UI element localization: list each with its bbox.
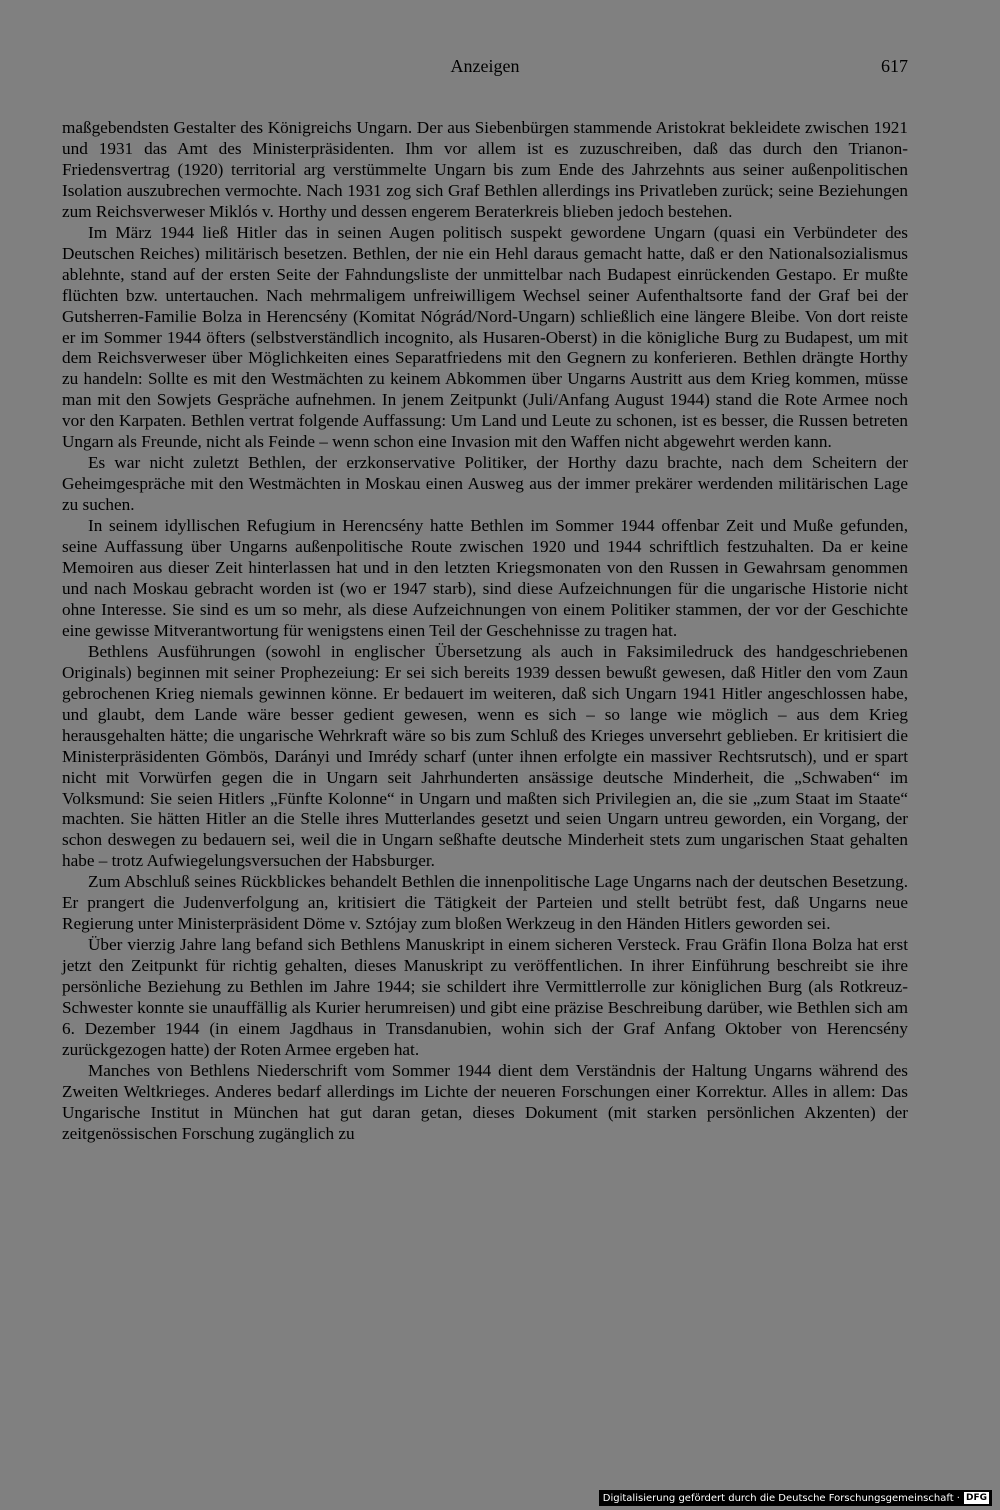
dfg-logo: DFG [965, 1493, 987, 1503]
paragraph: Es war nicht zuletzt Bethlen, der erzkonservative Politiker, der Horthy dazu brachte, nach dem Scheitern der Geheimgespräche mit den Westmächten in Moskau einen Ausweg aus der immer prekärer werdenden militärischen Lage zu suchen. [62, 453, 908, 515]
paragraph: Bethlens Ausführungen (sowohl in englischer Übersetzung als auch in Faksimiledruck des handgeschriebenen Originals) beginnen mit seiner Prophezeiung: Er sei sich bereits 1939 dessen bewußt gewesen, daß Hitler den vom Zaun gebrochenen Krieg niemals gewinnen könne. Er bedauert im weiteren, daß sich Ungarn 1941 Hitler angeschlossen habe, und glaubt, dem Lande wäre besser gedient gewesen, wenn es sich – so lange wie möglich – aus dem Krieg herausgehalten hätte; die ungarische Wehrkraft wäre so bis zum Schluß des Krieges unversehrt geblieben. Er kritisiert die Ministerpräsidenten Gömbös, Darányi und Imrédy scharf (unter ihnen erfolgte ein massiver Rechtsrutsch), und er spart nicht mit Vorwürfen gegen die in Ungarn seit Jahrhunderten ansässige deutsche Minderheit, die „Schwaben“ im Volksmund: Sie seien Hitlers „Fünfte Kolonne“ in Ungarn und maßten sich Privilegien an, die sie „zum Staat im Staate“ machten. Sie hätten Hitler an die Stelle ihres Mutterlandes gesetzt und seien Ungarn untreu geworden, ein Vorgang, der schon deswegen zu bedauern sei, weil die in Ungarn seßhafte deutsche Minderheit stets zum ungarischen Staat gehalten habe – trotz Aufwiegelungsversuchen der Habsburger. [62, 641, 908, 871]
running-header [62, 56, 908, 82]
article-body [62, 118, 908, 1145]
page-number: 617 [881, 56, 908, 76]
running-title: Anzeigen [450, 56, 520, 76]
paragraph: Im März 1944 ließ Hitler das in seinen Augen politisch suspekt gewordene Ungarn (quasi ein Verbündeter des Deutschen Reiches) militärisch besetzen. Bethlen, der nie ein Hehl daraus gemacht hatte, daß er den Nationalsozialismus ablehnte, stand auf der ersten Seite der Fahndungsliste der unmittelbar nach Budapest einrückenden Gestapo. Er mußte flüchten bzw. untertauchen. Nach mehrmaligem unfreiwilligem Wechsel seiner Aufenthaltsorte fand der Graf bei der Gutsherren-Familie Bolza in Herencsény (Komitat Nógrád/Nord-Ungarn) schließlich eine längere Bleibe. Von dort reiste er im Sommer 1944 öfters (selbstverständlich incognito, als Husaren-Oberst) in die königliche Burg zu Budapest, um mit dem Reichsverweser über Möglichkeiten eines Separatfriedens mit den Gegnern zu konferieren. Bethlen drängte Horthy zu handeln: Sollte es mit den Westmächten zu keinem Abkommen über Ungarns Austritt aus dem Krieg kommen, müsse man mit den Sowjets Gespräche aufnehmen. In jenem Zeitpunkt (Juli/Anfang August 1944) stand die Rote Armee noch vor den Karpaten. Bethlen vertrat folgende Auffassung: Um Land und Leute zu schonen, ist es besser, die Russen betreten Ungarn als Freunde, nicht als Feinde – wenn schon eine Invasion mit den Waffen nicht abgewehrt werden kann. [62, 222, 908, 452]
funding-footer [599, 1490, 992, 1506]
paragraph: In seinem idyllischen Refugium in Herencsény hatte Bethlen im Sommer 1944 offenbar Zeit und Muße gefunden, seine Auffassung über Ungarns außenpolitische Route zwischen 1920 und 1944 schriftlich festzuhalten. Da er keine Memoiren aus dieser Zeit hinterlassen hat und in den letzten Kriegsmonaten von den Russen in Gewahrsam genommen und nach Moskau gebracht worden ist (wo er 1947 starb), sind diese Aufzeichnungen für die ungarische Historie nicht ohne Interesse. Sie sind es um so mehr, als diese Aufzeichnungen von einem Politiker stammen, der vor der Geschichte eine gewisse Mitverantwortung für wenigstens einen Teil der Geschehnisse zu tragen hat. [62, 516, 908, 640]
paragraph-continued: maßgebendsten Gestalter des Königreichs Ungarn. Der aus Siebenbürgen stammende Aristokrat bekleidete zwischen 1921 und 1931 das Amt des Ministerpräsidenten. Ihm vor allem ist es zuzuschreiben, daß das durch den Trianon-Friedensvertrag (1920) territorial arg verstümmelte Ungarn bis zum Ende des Jahrzehnts aus seiner außenpolitischen Isolation auszubrechen vermochte. Nach 1931 zog sich Graf Bethlen allerdings ins Privatleben zurück; seine Beziehungen zum Reichsverweser Miklós v. Horthy und dessen engerem Beraterkreis blieben jedoch bestehen. [62, 118, 908, 221]
paragraph: Über vierzig Jahre lang befand sich Bethlens Manuskript in einem sicheren Versteck. Frau Gräfin Ilona Bolza hat erst jetzt den Zeitpunkt für richtig gehalten, dieses Manuskript zu veröffentlichen. In ihrer Einführung beschreibt sie ihre persönliche Beziehung zu Bethlen im Jahre 1944; sie schildert ihre Vermittlerrolle zur königlichen Burg (als Rotkreuz-Schwester konnte sie unauffällig als Kurier herumreisen) und gibt eine präzise Beschreibung darüber, wie Bethlen sich am 6. Dezember 1944 (in einem Jagdhaus in Transdanubien, wohin sich der Graf Anfang Oktober von Herencsény zurückgezogen hatte) der Roten Armee ergeben hat. [62, 935, 908, 1059]
funding-text: Digitalisierung gefördert durch die Deutsche Forschungsgemeinschaft · [602, 1492, 960, 1504]
paragraph: Zum Abschluß seines Rückblickes behandelt Bethlen die innenpolitische Lage Ungarns nach der deutschen Besetzung. Er prangert die Judenverfolgung an, kritisiert die Tätigkeit der Parteien und stellt betrübt fest, daß Ungarns neue Regierung unter Ministerpräsident Döme v. Sztójay zum bloßen Werkzeug in den Händen Hitlers geworden sei. [62, 872, 908, 934]
paragraph: Manches von Bethlens Niederschrift vom Sommer 1944 dient dem Verständnis der Haltung Ungarns während des Zweiten Weltkrieges. Anderes bedarf allerdings im Lichte der neueren Forschungen einer Korrektur. Alles in allem: Das Ungarische Institut in München hat gut daran getan, dieses Dokument (mit starken persönlichen Akzenten) der zeitgenössischen Forschung zugänglich zu [62, 1060, 908, 1143]
